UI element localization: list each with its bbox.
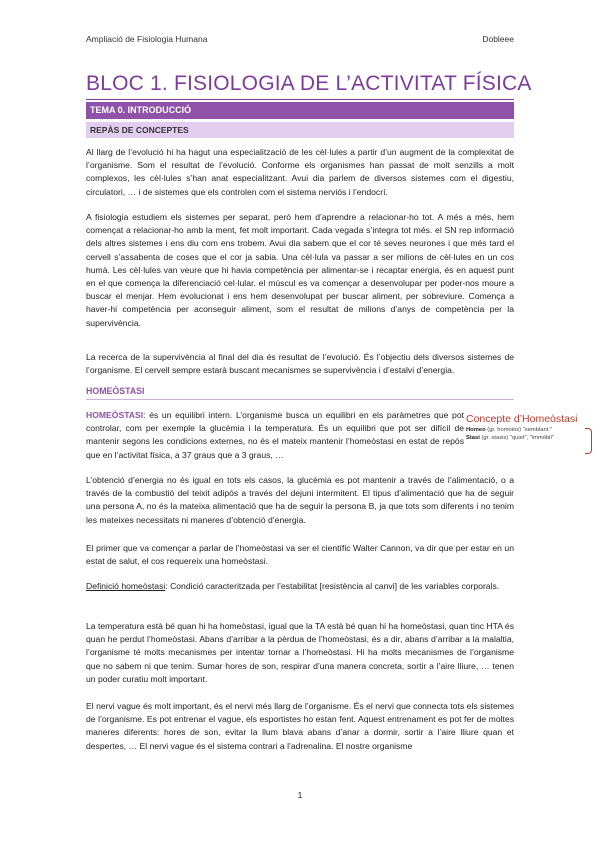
paragraph-homeostasi-text: : és un equilibri intern. L’organisme busca un equilibri en els paràmetres que pot controlar, com per exemple la glucèmia i la temperatura. És un equilibri que pot ser difícil de mantenir segons les condicions externes, no és el mateix mantenir l’homeòstasi en estat de repòs que en l’activitat física, a 37 graus que a 3 graus, … (86, 410, 464, 460)
subtopic-heading: REPÀS DE CONCEPTES (86, 122, 514, 138)
header-course: Ampliació de Fisiologia Humana (86, 34, 208, 44)
page-title: BLOC 1. FISIOLOGIA DE L’ACTIVITAT FÍSICA (86, 72, 532, 95)
paragraph-temperature: La temperatura està bé quan hi ha homeòstasi, igual que la TA està bé quan hi ha homeòstasi, quan tinc HTA és quan he perdut l’homeòstasi. Abans d’arribar a la pèrdua de l’homeòstasi, és a dir, abans d’arribar a la malaltia, l’organisme té molts mecanismes per intentar tornar a l’homeòstasi. Hi ha molts mecanismes de l’organisme que no sabem ni que tenim. Sumar hores de son, respirar d’una manera concreta, sortir a l’aire lliure, … tenen un poder curatiu molt important. (86, 621, 514, 684)
page-header (86, 34, 514, 44)
paragraph-evolution: Al llarg de l’evolució hi ha hagut una especialització de les cèl·lules a partir d’un augment de la complexitat de l’organisme. Som el resultat de l’evolució. Conforme els organismes han passat de molt senzills a molt complexos, les cèl·lules s’han anat especialitzant. Avui dia parlem de diversos sistemes com el digestiu, circulatori, … i de sistemes que els controlen com el sistema nerviós i l’endocrí. (86, 147, 514, 197)
section-heading-homeostasi: HOMEÒSTASI (86, 386, 145, 396)
concept-line-stasi (466, 435, 592, 441)
section-underline (86, 399, 514, 400)
concept-stasi-label: Stasi (466, 435, 480, 441)
paragraph-homeostasi-definition (86, 409, 464, 462)
concept-homeo-text: (gr. homoios) "semblant." (485, 427, 552, 433)
concept-note (466, 413, 592, 459)
page-number: 1 (297, 790, 303, 800)
paragraph-cannon: El primer que va començar a parlar de l’homeòstasi va ser el científic Walter Cannon, va dir que per estar en un estat de salut, el cos requereix una homeòstasi. (86, 543, 514, 567)
topic-heading: TEMA 0. INTRODUCCIÓ (86, 102, 514, 119)
header-author: Dobleee (482, 34, 514, 44)
term-homeostasi: HOMEÒSTASI (86, 410, 144, 420)
paragraph-vagus: El nervi vague és molt important, és el nervi més llarg de l’organisme. És el nervi que connecta tots els sistemes de l’organisme. Es pot entrenar el vague, els esportistes ho estan fent. Aquest entrenament es pot fer de moltes maneres diferents: hores de son, evitar la llum blava abans d’anar a dormir, sortir a l’aire lliure quan et despertes, … El nervi vague és el sistema contrari a l’adrenalina. El nostre organisme (86, 701, 514, 751)
concept-brace (585, 428, 592, 454)
paragraph-definition-text: : Condició caracteritzada per l’estabilitat [resistència al canvi] de les variables corporals. (165, 581, 500, 591)
paragraph-survival: La recerca de la supervivència al final del dia és resultat de l’evolució. És l’objectiu dels diversos sistemes de l’organisme. El cervell sempre estarà buscant mecanismes se supervivència i d’estalvi d’energia. (86, 352, 514, 376)
concept-line-homeo (466, 427, 592, 433)
concept-title: Concepte d’Homeòstasi (466, 413, 578, 425)
paragraph-energy: L’obtenció d’energia no és igual en tots els casos, la glucèmia es pot mantenir a través de l’alimentació, o a través de la combustió del teixit adipós a través del dejuni intermitent. El tipus d’alimentació que ha de seguir una persona A, no és la mateixa alimentació que ha de seguir la persona B, ja que tots som diferents i no tenim les mateixes necessitats ni maneres d’obtenció d’energia. (86, 475, 514, 525)
concept-stasi-text: (gr. stasis) "quiet", "immòbil" (479, 435, 554, 441)
term-definition: Definició homeòstasi (86, 581, 166, 591)
paragraph-physiology: A fisiologia estudiem els sistemes per separat, però hem d’aprendre a relacionar-ho tot. A més a més, hem començat a relacionar-ho amb la ment, fet molt important. Cada vegada s’integra tot més. el SN rep informació dels altres sistemes i ens diu com ens trobem. Avui dia sabem que el cor té seves neurones i que més tard el cervell s’assabenta de coses que el cor ja sabia. Una cèl·lula va passar a ser milions de cèl·lules en un cos humà. Les cèl·lules van veure que hi havia competència per alimentar-se i recaptar energia, és en aquest punt en el que comença la diferenciació cel·lular. el múscul es va començar a desenvolupar per poder-nos moure a buscar el menjar. Hem evolucionat i ens hem desenvolupat per buscar aliment, per sobreviure. Comença a haver-hi competència per aconseguir aliment, som el resultat de milions d’anys de competència per la supervivència. (86, 212, 514, 328)
paragraph-definition (86, 580, 514, 593)
concept-homeo-label: Homeo (466, 427, 486, 433)
title-underline (86, 99, 514, 100)
